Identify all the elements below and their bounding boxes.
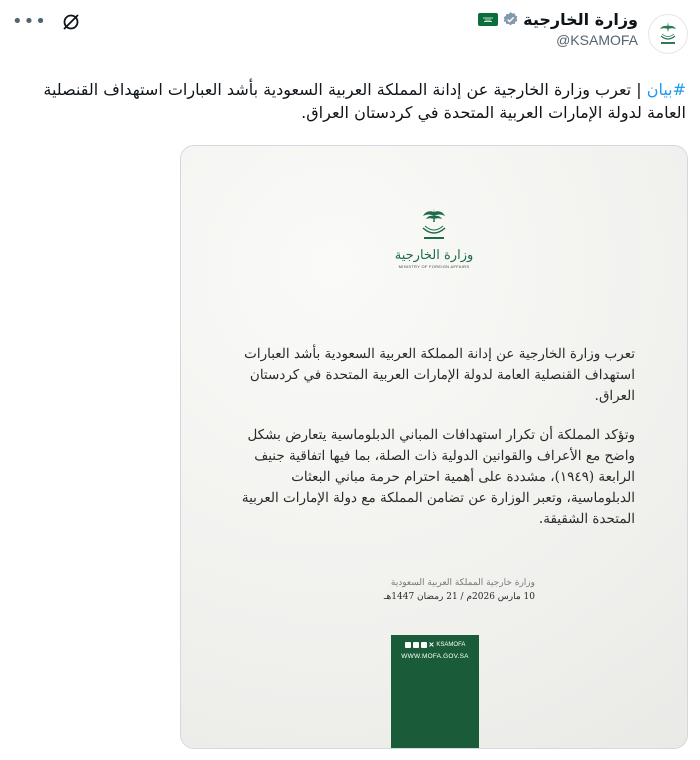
instagram-icon: [421, 642, 427, 648]
grok-icon[interactable]: [61, 12, 81, 32]
social-handle: KSAMOFA: [436, 642, 466, 648]
tweet-body: تعرب وزارة الخارجية عن إدانة المملكة العربية السعودية بأشد العبارات استهداف القنصلية العامة لدولة الإمارات العربية المتحدة في كردستان العراق.: [43, 80, 686, 122]
document-emblem: [394, 204, 474, 269]
statement-date: 10 مارس 2026م / 21 رمضان 1447هـ: [383, 592, 535, 602]
facebook-icon: [413, 642, 419, 648]
website-url: WWW.MOFA.GOV.SA: [401, 653, 469, 660]
snapchat-icon: [405, 642, 411, 648]
display-name[interactable]: وزارة الخارجية: [523, 10, 638, 29]
statement-image[interactable]: [180, 145, 688, 749]
palm-swords-emblem-icon: [417, 204, 451, 246]
x-icon: ✕: [428, 642, 435, 649]
tweet-header: [12, 10, 688, 65]
social-icons-row: [405, 641, 466, 649]
saudi-flag-icon: [478, 13, 498, 26]
avatar[interactable]: [648, 14, 688, 54]
more-options-icon[interactable]: •••: [12, 11, 47, 32]
ministry-emblem-icon: [655, 20, 681, 48]
account-handle[interactable]: @KSAMOFA: [556, 32, 638, 48]
statement-paragraph-1: تعرب وزارة الخارجية عن إدانة المملكة العربية السعودية بأشد العبارات استهداف القنصلية العامة لدولة الإمارات العربية المتحدة في كردستان العراق.: [244, 346, 635, 404]
statement-body: [235, 344, 635, 548]
post-actions: [12, 12, 81, 32]
signature-block: [384, 578, 535, 602]
statement-paragraph-2: وتؤكد المملكة أن تكرار استهدافات المباني الدبلوماسية يتعارض بشكل واضح مع الأعراف والقوانين الدولية ذات الصلة، بما فيها اتفاقية جنيف الرابعة (١٩٤٩)، مشددة على أهمية احترام حرمة مباني البعثات الدبلوماسية، وتعبر الوزارة عن تضامن المملكة مع دولة الإمارات العربية المتحدة الشقيقة.: [241, 427, 635, 527]
hashtag-link[interactable]: #بيان: [646, 80, 686, 99]
signature-organization: وزارة خارجية المملكة العربية السعودية: [390, 578, 535, 588]
emblem-arabic-text: وزارة الخارجية: [394, 248, 474, 263]
emblem-english-text: MINISTRY OF FOREIGN AFFAIRS: [398, 264, 470, 269]
tweet-text: [14, 78, 686, 124]
document-footer-band: [391, 635, 479, 748]
verified-badge-icon: [502, 11, 519, 28]
account-names: [478, 10, 638, 48]
separator: |: [631, 80, 647, 99]
